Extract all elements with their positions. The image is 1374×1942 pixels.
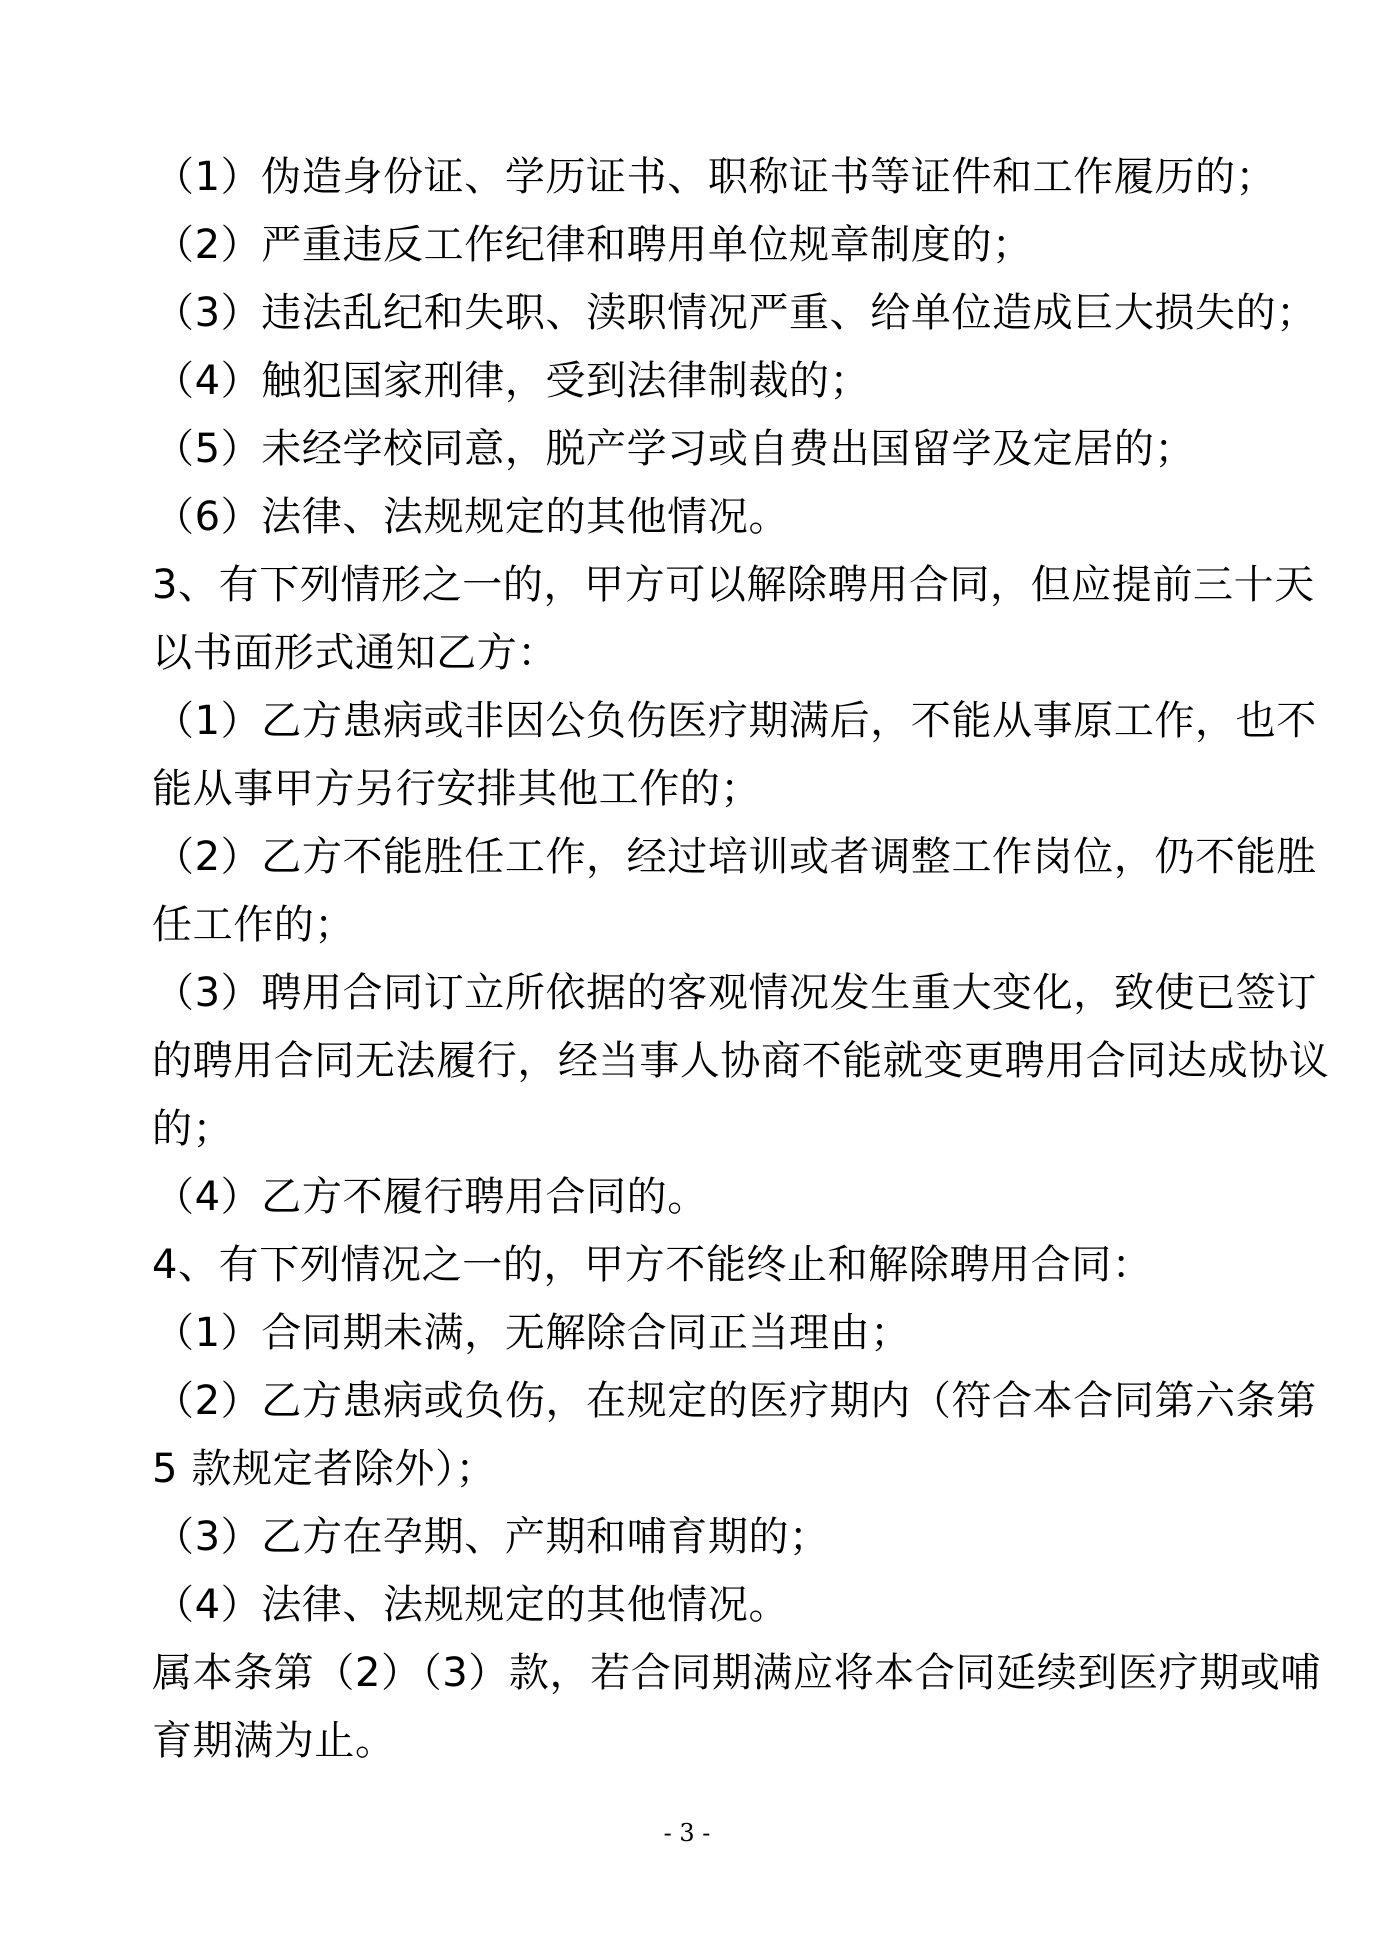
clause-line: （2）严重违反工作纪律和聘用单位规章制度的； [154, 222, 1033, 268]
clause-line: （4）触犯国家刑律，受到法律制裁的； [154, 358, 871, 404]
clause-line: （2）乙方患病或负伤，在规定的医疗期内（符合本合同第六条第 [154, 1378, 1317, 1424]
document-body [152, 143, 1330, 1775]
clause-line: （2）乙方不能胜任工作，经过培训或者调整工作岗位，仍不能胜 [154, 834, 1317, 880]
clause-line: （3）聘用合同订立所依据的客观情况发生重大变化，致使已签订 [154, 970, 1317, 1016]
section-heading-line: 4、有下列情况之一的，甲方不能终止和解除聘用合同： [152, 1242, 1153, 1288]
clause-line: 5 款规定者除外）； [152, 1446, 497, 1492]
clause-line: （4）乙方不履行聘用合同的。 [154, 1174, 708, 1220]
clause-line: 能从事甲方另行安排其他工作的； [152, 766, 761, 812]
clause-line: （4）法律、法规规定的其他情况。 [154, 1582, 790, 1628]
clause-line: 的； [152, 1106, 234, 1152]
clause-line: 任工作的； [152, 902, 355, 948]
note-line: 属本条第（2）（3）款，若合同期满应将本合同延续到医疗期或哺 [152, 1650, 1321, 1696]
clause-line: （3）违法乱纪和失职、渎职情况严重、给单位造成巨大损失的； [154, 290, 1317, 336]
section-heading-line: 以书面形式通知乙方： [152, 630, 558, 676]
note-line: 育期满为止。 [152, 1718, 396, 1764]
clause-line: 的聘用合同无法履行，经当事人协商不能就变更聘用合同达成协议 [152, 1038, 1330, 1084]
clause-line: （5）未经学校同意，脱产学习或自费出国留学及定居的； [154, 426, 1196, 472]
clause-line: （3）乙方在孕期、产期和哺育期的； [154, 1514, 830, 1560]
clause-line: （1）合同期未满，无解除合同正当理由； [154, 1310, 911, 1356]
clause-line: （6）法律、法规规定的其他情况。 [154, 494, 790, 540]
clause-line: （1）乙方患病或非因公负伤医疗期满后，不能从事原工作，也不 [154, 698, 1317, 744]
page-number: - 3 - [663, 1819, 711, 1847]
clause-line: （1）伪造身份证、学历证书、职称证书等证件和工作履历的； [154, 154, 1277, 200]
section-heading-line: 3、有下列情形之一的，甲方可以解除聘用合同，但应提前三十天 [152, 562, 1315, 608]
